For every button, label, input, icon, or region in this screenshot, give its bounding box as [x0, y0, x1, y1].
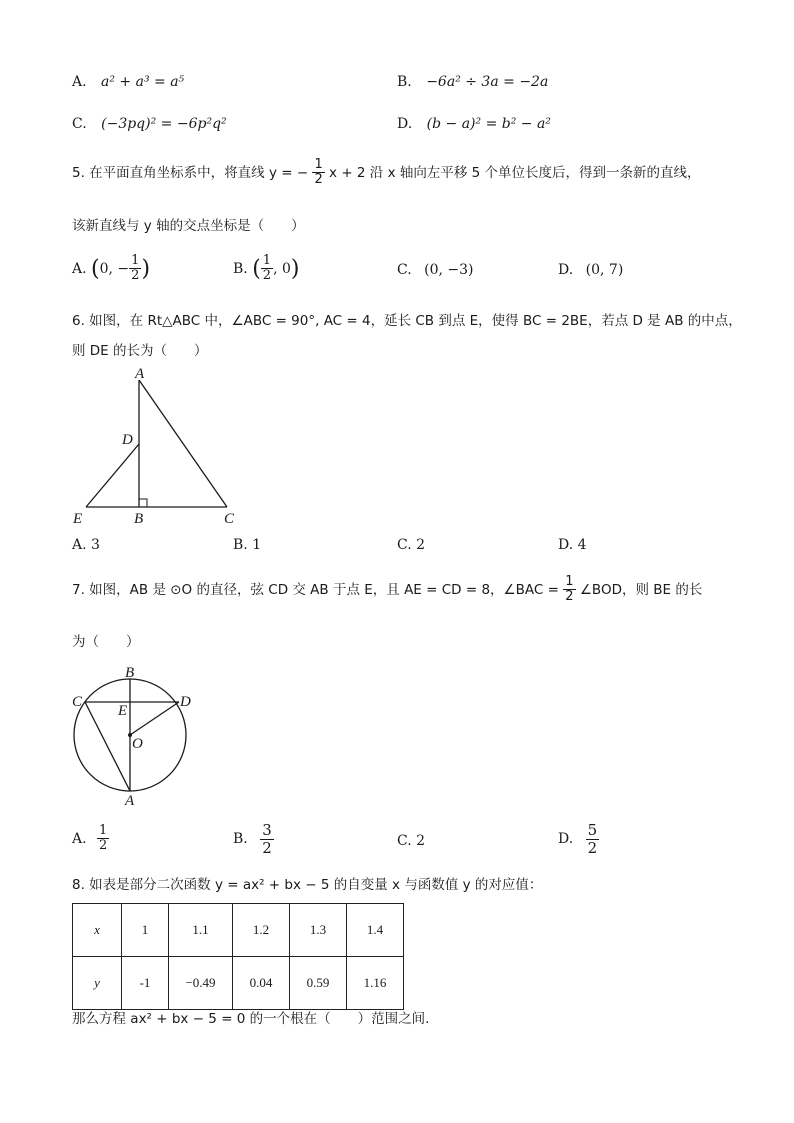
q5-frac-num: 1: [314, 157, 323, 172]
q7-stem-line2: 为（ ）: [72, 634, 140, 650]
q5-option-b-fraction: [261, 254, 273, 284]
q6-triangle-figure: [60, 360, 260, 530]
q5-option-d-label: D.: [558, 262, 574, 278]
q7-label-b: B: [125, 665, 135, 681]
table-row: [73, 904, 404, 957]
q5-stem-line2: 该新直线与 y 轴的交点坐标是（ ）: [72, 218, 305, 234]
q7-frac-den: 2: [565, 589, 574, 605]
q5-option-c: [397, 262, 474, 278]
q4-option-b-label: B.: [397, 74, 412, 90]
q5-stem-line1: [72, 158, 701, 188]
q4-option-a-text: a² + a³ = a⁵: [101, 74, 185, 90]
q4-option-b: [397, 74, 548, 90]
q7-option-a-label: A.: [72, 830, 87, 847]
q7-label-o: O: [132, 736, 143, 752]
q7-stem-pre: 7. 如图，AB 是 ⊙O 的直径，弦 CD 交 AB 于点 E，且 AE = CD = 8，∠BAC =: [72, 581, 559, 598]
q5-option-b-num: 1: [262, 253, 272, 268]
q6-stem-line1: 6. 如图，在 Rt△ABC 中，∠ABC = 90°, AC = 4，延长 CB 到点 E，使得 BC = 2BE，若点 D 是 AB 的中点，: [72, 313, 742, 329]
q7-option-b-label: B.: [233, 831, 248, 847]
q6-option-b: B. 1: [233, 537, 262, 553]
q4-option-d-label: D.: [397, 116, 413, 132]
q7-fraction: [563, 575, 575, 605]
q8-value-table: [72, 903, 404, 1010]
q7-option-a-fraction: [97, 824, 109, 854]
q7-option-b-den: 2: [262, 838, 272, 857]
table-cell: 1: [122, 904, 169, 957]
table-cell: 1.2: [233, 904, 290, 957]
q5-stem-post: x + 2 沿 x 轴向左平移 5 个单位长度后，得到一条新的直线，: [329, 164, 701, 181]
q7-label-a: A: [125, 793, 135, 809]
table-cell: 1.16: [347, 957, 404, 1010]
q6-stem-line2: 则 DE 的长为（ ）: [72, 343, 208, 359]
q5-option-a: A. (0, − $\frac{1}{2}$ ): [72, 253, 151, 284]
q6-right-angle-mark: [139, 499, 147, 507]
table-row: [73, 957, 404, 1010]
q5-option-b-den: 2: [262, 268, 272, 284]
q7-option-b-num: 3: [262, 821, 272, 839]
q6-segment-ac: [139, 380, 227, 507]
q4-option-d-text: (b − a)² = b² − a²: [426, 116, 551, 132]
q5-option-b: B. ( $\frac{1}{2}$ , 0): [233, 253, 300, 284]
table-cell: 0.04: [233, 957, 290, 1010]
table-cell: −0.49: [169, 957, 233, 1010]
q7-stem-post: ∠BOD，则 BE 的长: [579, 581, 703, 598]
q4-option-c-text: (−3pq)² = −6p²q²: [101, 116, 227, 132]
q7-option-a-den: 2: [99, 838, 108, 854]
q6-label-c: C: [224, 511, 235, 527]
q7-label-d: D: [180, 694, 191, 710]
table-cell: -1: [122, 957, 169, 1010]
table-cell: y: [73, 957, 122, 1010]
q5-option-a-label: A.: [72, 260, 87, 277]
q5-option-a-fraction: [129, 254, 141, 284]
q7-option-c: C. 2: [397, 833, 426, 849]
q5-option-d-text: (0, 7): [585, 262, 624, 278]
q6-option-a: A. 3: [72, 537, 100, 553]
q5-fraction: [312, 158, 324, 188]
q5-option-b-label: B.: [233, 260, 248, 277]
table-cell: x: [73, 904, 122, 957]
q7-option-d-num: 5: [587, 821, 598, 839]
table-cell: 1.4: [347, 904, 404, 957]
q8-footer: 那么方程 ax² + bx − 5 = 0 的一个根在（ ）范围之间.: [72, 1011, 430, 1027]
q4-option-c-label: C.: [72, 116, 87, 132]
q4-option-d: [397, 116, 551, 132]
q5-option-a-pre: 0, −: [99, 260, 130, 277]
q5-option-a-num: 1: [131, 253, 140, 268]
q7-label-c: C: [72, 694, 83, 710]
q4-option-a: [72, 74, 184, 90]
q4-option-a-label: A.: [72, 74, 87, 90]
q5-option-b-post: , 0: [273, 260, 291, 277]
q7-circle-figure: [62, 660, 202, 810]
q7-option-b: [233, 822, 274, 856]
q6-label-b: B: [134, 511, 144, 527]
q7-segment-od: [130, 702, 179, 735]
q5-frac-den: 2: [314, 172, 323, 188]
table-cell: 0.59: [290, 957, 347, 1010]
table-cell: 1.1: [169, 904, 233, 957]
q5-option-a-den: 2: [131, 268, 140, 284]
q7-option-d: [558, 822, 599, 856]
q7-option-a: [72, 824, 109, 854]
q6-label-d: D: [122, 432, 133, 448]
q5-option-c-label: C.: [397, 262, 412, 278]
q8-stem: 8. 如表是部分二次函数 y = ax² + bx − 5 的自变量 x 与函数值 y 的对应值：: [72, 877, 543, 893]
q5-stem-pre: 5. 在平面直角坐标系中，将直线 y = −: [72, 164, 309, 181]
q7-label-e: E: [118, 703, 128, 719]
q6-label-e: E: [73, 511, 83, 527]
q4-option-c: [72, 116, 227, 132]
q7-option-d-den: 2: [587, 838, 598, 857]
q7-option-a-num: 1: [99, 823, 108, 838]
table-cell: 1.3: [290, 904, 347, 957]
q7-option-d-fraction: [586, 822, 600, 856]
q6-segment-ed: [86, 444, 139, 507]
q7-option-b-fraction: [260, 822, 274, 856]
q4-option-b-text: −6a² ÷ 3a = −2a: [426, 74, 549, 90]
q7-stem-line1: [72, 575, 702, 605]
q6-option-d: D. 4: [558, 537, 587, 553]
q6-label-a: A: [135, 366, 145, 382]
q7-option-d-label: D.: [558, 831, 574, 847]
q6-option-c: C. 2: [397, 537, 426, 553]
q5-option-c-text: (0, −3): [424, 262, 474, 278]
q5-option-d: [558, 262, 623, 278]
q7-frac-num: 1: [565, 574, 574, 589]
